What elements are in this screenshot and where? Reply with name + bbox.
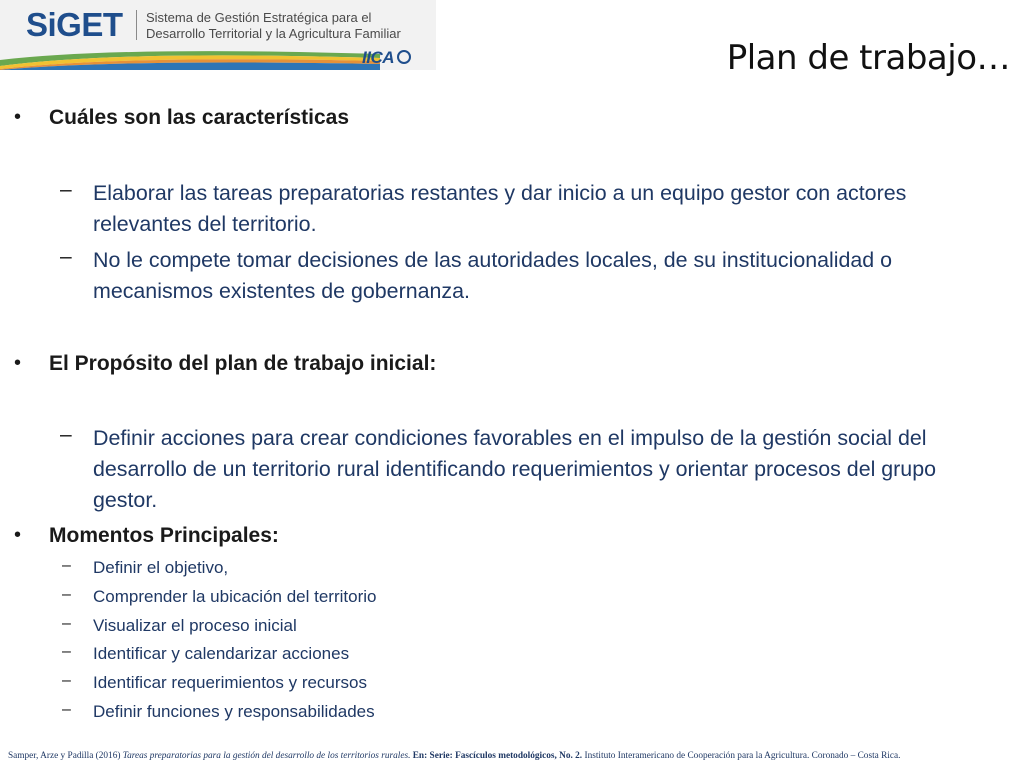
citation-publisher: Instituto Interamericano de Cooperación para la Agricultura. Coronado – Costa Rica.: [584, 751, 901, 761]
brand-tagline: [146, 10, 426, 42]
sub-item-text: Definir acciones para crear condiciones favorables en el impulso de la gestión social del desarrollo de un territorio rural identificando requerimientos y orientar procesos del grupo gestor.: [93, 426, 936, 512]
dash-icon: –: [60, 178, 72, 201]
dash-icon: –: [62, 557, 71, 574]
logo-color-stripes: [0, 48, 380, 70]
section-heading: Cuáles son las características: [49, 106, 350, 129]
bullet-icon: •: [14, 352, 22, 374]
footer-citation: [8, 751, 1018, 761]
tagline-line-2: Desarrollo Territorial y la Agricultura Familiar: [146, 26, 401, 41]
sub-item-text: Identificar y calendarizar acciones: [93, 644, 350, 663]
dash-icon: –: [62, 615, 71, 632]
siget-logo: [0, 0, 436, 70]
brand-wordmark: SiGET: [26, 6, 123, 43]
tagline-line-1: Sistema de Gestión Estratégica para el: [146, 10, 372, 25]
sub-item-text: Elaborar las tareas preparatorias restantes y dar inicio a un equipo gestor con actores relevantes del territorio.: [93, 181, 907, 236]
logo-divider: [136, 10, 137, 40]
sub-item-text: Comprender la ubicación del territorio: [93, 587, 377, 606]
slide-title: Plan de trabajo…: [726, 38, 1010, 78]
bullet-icon: •: [14, 524, 22, 546]
citation-authors: Samper, Arze y Padilla (2016): [8, 751, 121, 761]
sub-item-text: Definir funciones y responsabilidades: [93, 702, 375, 721]
section-heading: Momentos Principales:: [49, 524, 279, 547]
dash-icon: –: [60, 423, 72, 446]
globe-icon: [397, 50, 411, 64]
partner-logo: IICA: [362, 48, 394, 67]
sub-item-text: Definir el objetivo,: [93, 558, 229, 577]
citation-series: En: Serie: Fascículos metodológicos, No. 2.: [412, 751, 583, 761]
section-heading: El Propósito del plan de trabajo inicial:: [49, 352, 437, 375]
sub-item-text: Visualizar el proceso inicial: [93, 616, 297, 635]
dash-icon: –: [62, 586, 71, 603]
citation-work: Tareas preparatorias para la gestión del desarrollo de los territorios rurales.: [122, 751, 411, 761]
sub-item-text: No le compete tomar decisiones de las autoridades locales, de su institucionalidad o mecanismos existentes de gobernanza.: [93, 248, 893, 303]
sub-item-text: Identificar requerimientos y recursos: [93, 673, 368, 692]
dash-icon: –: [62, 643, 71, 660]
dash-icon: –: [62, 701, 71, 718]
bullet-icon: •: [14, 106, 22, 128]
dash-icon: –: [62, 672, 71, 689]
dash-icon: –: [60, 245, 72, 268]
